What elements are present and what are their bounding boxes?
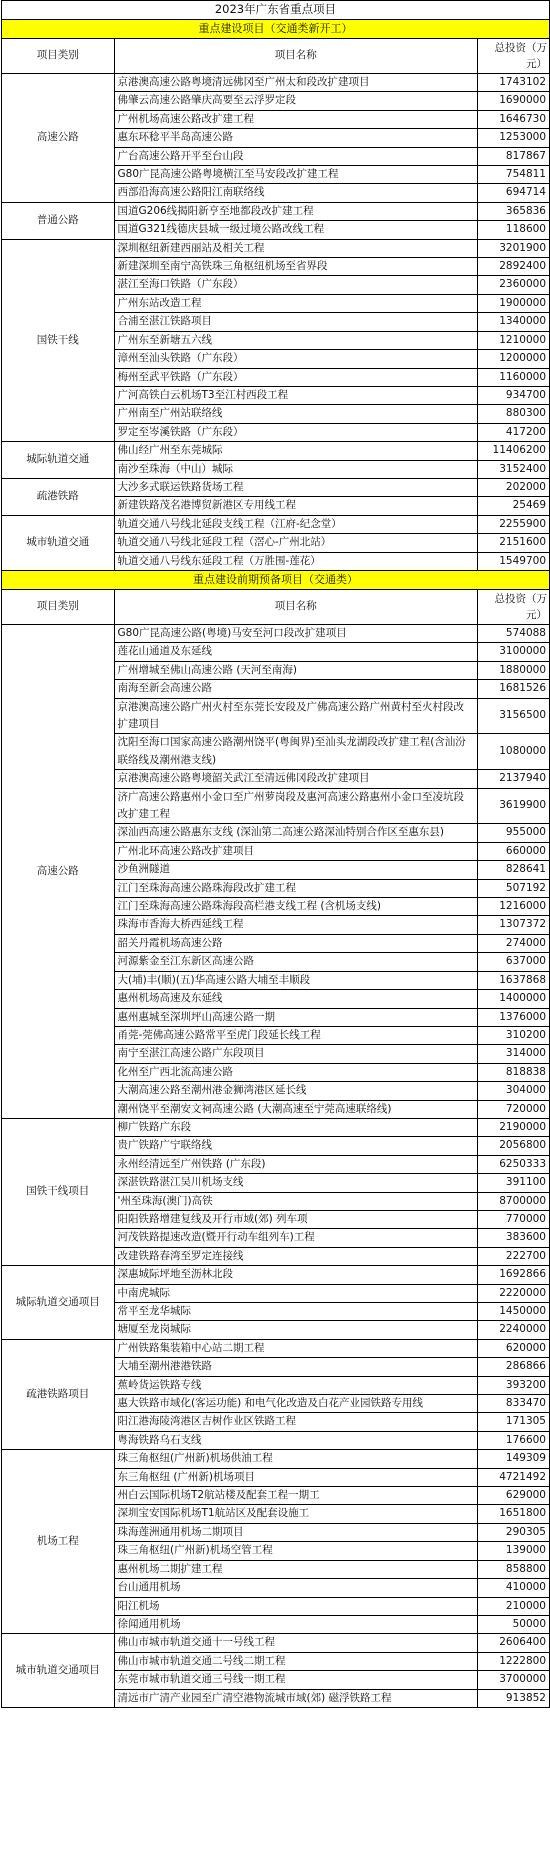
- investment-cell: 3156500: [477, 698, 549, 734]
- project-name-cell: 莲花山通道及东延线: [114, 643, 477, 661]
- investment-cell: 50000: [477, 1615, 549, 1633]
- investment-cell: 2360000: [477, 276, 549, 294]
- project-name-cell: 深汕西高速公路惠东支线 (深汕第二高速公路深汕特别合作区至惠东县): [114, 824, 477, 842]
- table-row: [2, 1450, 550, 1468]
- project-name-cell: 广州铁路集装箱中心站二期工程: [114, 1339, 477, 1357]
- investment-cell: 858800: [477, 1560, 549, 1578]
- project-name-cell: 深惠城际坪地至沥林北段: [114, 1266, 477, 1284]
- investment-cell: 629000: [477, 1487, 549, 1505]
- category-cell: 城市轨道交通: [2, 515, 114, 570]
- project-name-cell: 珠三角枢纽(广州新)机场供油工程: [114, 1450, 477, 1468]
- project-name-cell: 潮州饶平至潮安文祠高速公路 (大潮高速至宁莞高速联络线): [114, 1100, 477, 1118]
- table-row: [2, 624, 550, 642]
- investment-cell: 11406200: [477, 442, 549, 460]
- project-name-cell: 新建深圳至南宁高铁珠三角枢纽机场至省界段: [114, 258, 477, 276]
- project-name-cell: 广州东至新塘五六线: [114, 331, 477, 349]
- investment-cell: 1450000: [477, 1303, 549, 1321]
- project-name-cell: 西部沿海高速公路阳江南联络线: [114, 184, 477, 202]
- section-heading-row: [2, 20, 550, 39]
- project-name-cell: 佛山市城市轨道交通十一号线工程: [114, 1634, 477, 1652]
- project-name-cell: 惠州惠城至深圳坪山高速公路一期: [114, 1008, 477, 1026]
- investment-cell: 833470: [477, 1395, 549, 1413]
- project-name-cell: 珠三角枢纽(广州新)机场空管工程: [114, 1542, 477, 1560]
- project-name-cell: 永州经清远至广州铁路 (广东段): [114, 1155, 477, 1173]
- project-name-cell: 江门至珠海高速公路珠海段改扩建工程: [114, 879, 477, 897]
- project-name-cell: 东三角枢纽 (广州新)机场项目: [114, 1468, 477, 1486]
- investment-cell: 304000: [477, 1082, 549, 1100]
- project-name-cell: 蕉岭货运铁路专线: [114, 1376, 477, 1394]
- project-name-cell: 深圳宝安国际机场T1航站区及配套设施工: [114, 1505, 477, 1523]
- project-name-cell: 珠海市香海大桥西延线工程: [114, 916, 477, 934]
- table-row: [2, 74, 550, 92]
- investment-cell: 913852: [477, 1689, 549, 1707]
- investment-cell: 2892400: [477, 258, 549, 276]
- category-cell: 疏港铁路: [2, 478, 114, 515]
- investment-cell: 1216000: [477, 898, 549, 916]
- project-name-cell: 惠州机场二期扩建工程: [114, 1560, 477, 1578]
- project-name-cell: 常平至龙华城际: [114, 1303, 477, 1321]
- project-name-cell: 轨道交通八号线北延段工程（滘心-广州北站）: [114, 534, 477, 552]
- project-name-cell: 珠海莲洲通用机场二期项目: [114, 1523, 477, 1541]
- investment-cell: 1160000: [477, 368, 549, 386]
- category-cell: 城际轨道交通: [2, 442, 114, 479]
- project-name-cell: 大沙多式联运铁路货场工程: [114, 478, 477, 496]
- category-cell: 国铁干线: [2, 239, 114, 441]
- investment-cell: 1651800: [477, 1505, 549, 1523]
- project-name-cell: 新建铁路茂名港博贸新港区专用线工程: [114, 497, 477, 515]
- column-header-row: [2, 589, 550, 624]
- category-cell: 城际轨道交通项目: [2, 1266, 114, 1340]
- project-name-cell: 合浦至湛江铁路项目: [114, 313, 477, 331]
- project-name-cell: 广台高速公路开平至台山段: [114, 147, 477, 165]
- project-name-cell: 阳江港海陵湾港区吉树作业区铁路工程: [114, 1413, 477, 1431]
- project-name-cell: 济广高速公路惠州小金口至广州萝岗段及惠河高速公路惠州小金口至凌坑段改扩建工程: [114, 788, 477, 824]
- investment-cell: 290305: [477, 1523, 549, 1541]
- project-name-cell: 南海至新会高速公路: [114, 680, 477, 698]
- investment-cell: 817867: [477, 147, 549, 165]
- project-name-cell: 京港澳高速公路广州火村至东莞长安段及广佛高速公路广州黄村至火村段改扩建项目: [114, 698, 477, 734]
- investment-cell: 620000: [477, 1339, 549, 1357]
- investment-cell: 1692866: [477, 1266, 549, 1284]
- investment-cell: 149309: [477, 1450, 549, 1468]
- investment-cell: 2151600: [477, 534, 549, 552]
- category-cell: 机场工程: [2, 1450, 114, 1634]
- project-name-cell: 塘厦至龙岗城际: [114, 1321, 477, 1339]
- investment-cell: 417200: [477, 423, 549, 441]
- header-category: 项目类别: [2, 39, 114, 74]
- investment-cell: 1900000: [477, 294, 549, 312]
- investment-cell: 3201900: [477, 239, 549, 257]
- project-name-cell: 湛江至海口铁路（广东段）: [114, 276, 477, 294]
- investment-cell: 880300: [477, 405, 549, 423]
- investment-cell: 222700: [477, 1247, 549, 1265]
- investment-cell: 2137940: [477, 770, 549, 788]
- investment-cell: 274000: [477, 934, 549, 952]
- project-name-cell: 惠大铁路市域化(客运功能) 和电气化改造及白花产业园铁路专用线: [114, 1395, 477, 1413]
- header-amount: 总投资（万元）: [477, 589, 549, 624]
- project-name-cell: 改建铁路春湾至罗定连接线: [114, 1247, 477, 1265]
- investment-cell: 171305: [477, 1413, 549, 1431]
- investment-cell: 955000: [477, 824, 549, 842]
- project-name-cell: '州至珠海(澳门)高铁: [114, 1192, 477, 1210]
- investment-cell: 383600: [477, 1229, 549, 1247]
- investment-cell: 3100000: [477, 643, 549, 661]
- header-name: 项目名称: [114, 39, 477, 74]
- project-name-cell: 南宁至湛江高速公路广东段项目: [114, 1045, 477, 1063]
- investment-cell: 828641: [477, 861, 549, 879]
- investment-cell: 118600: [477, 221, 549, 239]
- project-name-cell: 中南虎城际: [114, 1284, 477, 1302]
- investment-cell: 1549700: [477, 552, 549, 570]
- project-name-cell: 韶关丹霞机场高速公路: [114, 934, 477, 952]
- project-name-cell: 东莞市城市轨道交通三号线一期工程: [114, 1671, 477, 1689]
- investment-cell: 3152400: [477, 460, 549, 478]
- category-cell: 国铁干线项目: [2, 1118, 114, 1265]
- project-name-cell: 广州机场高速公路改扩建工程: [114, 110, 477, 128]
- investment-cell: 1253000: [477, 129, 549, 147]
- investment-cell: 202000: [477, 478, 549, 496]
- project-name-cell: 京港澳高速公路粤境韶关武江至清远佛冈段改扩建项目: [114, 770, 477, 788]
- table-row: [2, 1118, 550, 1136]
- table-row: [2, 239, 550, 257]
- investment-cell: 139000: [477, 1542, 549, 1560]
- investment-cell: 2056800: [477, 1137, 549, 1155]
- project-name-cell: 佛肇云高速公路肇庆高要至云浮罗定段: [114, 92, 477, 110]
- header-category: 项目类别: [2, 589, 114, 624]
- investment-cell: 1681526: [477, 680, 549, 698]
- project-name-cell: 柳广铁路广东段: [114, 1118, 477, 1136]
- table-row: [2, 442, 550, 460]
- project-table-body: [2, 1, 550, 1707]
- project-name-cell: 佛山市城市轨道交通二号线二期工程: [114, 1652, 477, 1670]
- header-name: 项目名称: [114, 589, 477, 624]
- investment-cell: 934700: [477, 386, 549, 404]
- investment-cell: 393200: [477, 1376, 549, 1394]
- project-name-cell: 广河高铁白云机场T3至江村西段工程: [114, 386, 477, 404]
- project-table-sheet: [1, 0, 550, 1708]
- investment-cell: 1690000: [477, 92, 549, 110]
- investment-cell: 391100: [477, 1174, 549, 1192]
- project-name-cell: 化州至广西北流高速公路: [114, 1063, 477, 1081]
- table-row: [2, 1339, 550, 1357]
- column-header-row: [2, 39, 550, 74]
- investment-cell: 1376000: [477, 1008, 549, 1026]
- project-name-cell: 佛山经广州至东莞城际: [114, 442, 477, 460]
- category-cell: 高速公路: [2, 74, 114, 203]
- investment-cell: 1210000: [477, 331, 549, 349]
- table-title: 2023年广东省重点项目: [2, 1, 550, 20]
- header-amount: 总投资（万元）: [477, 39, 549, 74]
- investment-cell: 507192: [477, 879, 549, 897]
- project-name-cell: 梅州至武平铁路（广东段）: [114, 368, 477, 386]
- investment-cell: 1200000: [477, 350, 549, 368]
- investment-cell: 720000: [477, 1100, 549, 1118]
- investment-cell: 1880000: [477, 661, 549, 679]
- project-name-cell: 京港澳高速公路粤境清远佛冈至广州太和段改扩建项目: [114, 74, 477, 92]
- table-row: [2, 202, 550, 220]
- project-name-cell: 清远市广清产业园至广清空港物流城市域(郊) 磁浮铁路工程: [114, 1689, 477, 1707]
- category-cell: 普通公路: [2, 202, 114, 239]
- investment-cell: 818838: [477, 1063, 549, 1081]
- project-name-cell: 广州南至广州站联络线: [114, 405, 477, 423]
- investment-cell: 660000: [477, 842, 549, 860]
- title-row: [2, 1, 550, 20]
- project-name-cell: 深湛铁路湛江吴川机场支线: [114, 1174, 477, 1192]
- investment-cell: 1222800: [477, 1652, 549, 1670]
- investment-cell: 286866: [477, 1358, 549, 1376]
- project-name-cell: 南沙至珠海（中山）城际: [114, 460, 477, 478]
- project-name-cell: 惠东环稔平半岛高速公路: [114, 129, 477, 147]
- project-name-cell: 江门至珠海高速公路珠海段高栏港支线工程 (含机场支线): [114, 898, 477, 916]
- investment-cell: 2220000: [477, 1284, 549, 1302]
- table-row: [2, 1266, 550, 1284]
- investment-cell: 8700000: [477, 1192, 549, 1210]
- investment-cell: 176600: [477, 1431, 549, 1449]
- project-name-cell: 河源紫金至江东新区高速公路: [114, 953, 477, 971]
- project-name-cell: 河茂铁路提速改造(暨开行动车组列车)工程: [114, 1229, 477, 1247]
- investment-cell: 2606400: [477, 1634, 549, 1652]
- project-name-cell: 台山通用机场: [114, 1579, 477, 1597]
- category-cell: 疏港铁路项目: [2, 1339, 114, 1449]
- project-name-cell: 贵广铁路广宁联络线: [114, 1137, 477, 1155]
- project-name-cell: 沙鱼洲隧道: [114, 861, 477, 879]
- project-name-cell: 大潮高速公路至潮州港金狮湾港区延长线: [114, 1082, 477, 1100]
- investment-cell: 3619900: [477, 788, 549, 824]
- investment-cell: 574088: [477, 624, 549, 642]
- project-name-cell: 轨道交通八号线北延段支线工程（江府-纪念堂）: [114, 515, 477, 533]
- project-name-cell: G80广昆高速公路粤境横江至马安段改扩建工程: [114, 166, 477, 184]
- project-name-cell: 广州北环高速公路改扩建项目: [114, 842, 477, 860]
- investment-cell: 410000: [477, 1579, 549, 1597]
- project-name-cell: 徐闻通用机场: [114, 1615, 477, 1633]
- project-name-cell: 沈阳至海口国家高速公路潮州饶平(粤闽界)至汕头龙湖段改扩建工程(含汕汾联络线及潮州港支线): [114, 734, 477, 770]
- investment-cell: 314000: [477, 1045, 549, 1063]
- project-name-cell: 粤海铁路乌石支线: [114, 1431, 477, 1449]
- investment-cell: 1307372: [477, 916, 549, 934]
- investment-cell: 4721492: [477, 1468, 549, 1486]
- investment-cell: 310200: [477, 1026, 549, 1044]
- section-heading: 重点建设前期预备项目（交通类）: [2, 570, 550, 589]
- project-name-cell: 国道G206线揭阳新亨至地都段改扩建工程: [114, 202, 477, 220]
- section-heading: 重点建设项目（交通类新开工）: [2, 20, 550, 39]
- investment-cell: 1340000: [477, 313, 549, 331]
- investment-cell: 770000: [477, 1210, 549, 1228]
- investment-cell: 6250333: [477, 1155, 549, 1173]
- investment-cell: 1400000: [477, 990, 549, 1008]
- project-name-cell: 甬莞-莞佛高速公路常平至虎门段延长线工程: [114, 1026, 477, 1044]
- project-name-cell: 国道G321线德庆县城一级过境公路改线工程: [114, 221, 477, 239]
- investment-cell: 1743102: [477, 74, 549, 92]
- project-name-cell: 罗定至岑溪铁路（广东段）: [114, 423, 477, 441]
- table-row: [2, 478, 550, 496]
- project-name-cell: 深圳枢纽新建西丽站及相关工程: [114, 239, 477, 257]
- project-name-cell: 大埔至潮州港港铁路: [114, 1358, 477, 1376]
- investment-cell: 637000: [477, 953, 549, 971]
- project-name-cell: 阳江机场: [114, 1597, 477, 1615]
- project-name-cell: G80广昆高速公路(粤境)马安至河口段改扩建项目: [114, 624, 477, 642]
- table-row: [2, 1634, 550, 1652]
- project-name-cell: 广州增城至佛山高速公路 (天河至南海): [114, 661, 477, 679]
- category-cell: 高速公路: [2, 624, 114, 1118]
- project-name-cell: 惠州机场高速及东延线: [114, 990, 477, 1008]
- investment-cell: 754811: [477, 166, 549, 184]
- investment-cell: 1646730: [477, 110, 549, 128]
- investment-cell: 2240000: [477, 1321, 549, 1339]
- investment-cell: 2190000: [477, 1118, 549, 1136]
- investment-cell: 210000: [477, 1597, 549, 1615]
- category-cell: 城市轨道交通项目: [2, 1634, 114, 1708]
- investment-cell: 25469: [477, 497, 549, 515]
- investment-cell: 365836: [477, 202, 549, 220]
- project-name-cell: 广州东站改造工程: [114, 294, 477, 312]
- investment-cell: 1080000: [477, 734, 549, 770]
- project-name-cell: 州白云国际机场T2航站楼及配套工程一期工: [114, 1487, 477, 1505]
- investment-cell: 694714: [477, 184, 549, 202]
- section-heading-row: [2, 570, 550, 589]
- investment-cell: 1637868: [477, 971, 549, 989]
- project-name-cell: 阳阳铁路增建复线及开行市域(郊) 列车项: [114, 1210, 477, 1228]
- project-name-cell: 轨道交通八号线东延段工程（万胜围-莲花）: [114, 552, 477, 570]
- project-table: [2, 1, 550, 1708]
- table-row: [2, 515, 550, 533]
- investment-cell: 2255900: [477, 515, 549, 533]
- project-name-cell: 大(埔)丰(顺)(五)华高速公路大埔至丰顺段: [114, 971, 477, 989]
- project-name-cell: 漳州至汕头铁路（广东段）: [114, 350, 477, 368]
- investment-cell: 3700000: [477, 1671, 549, 1689]
